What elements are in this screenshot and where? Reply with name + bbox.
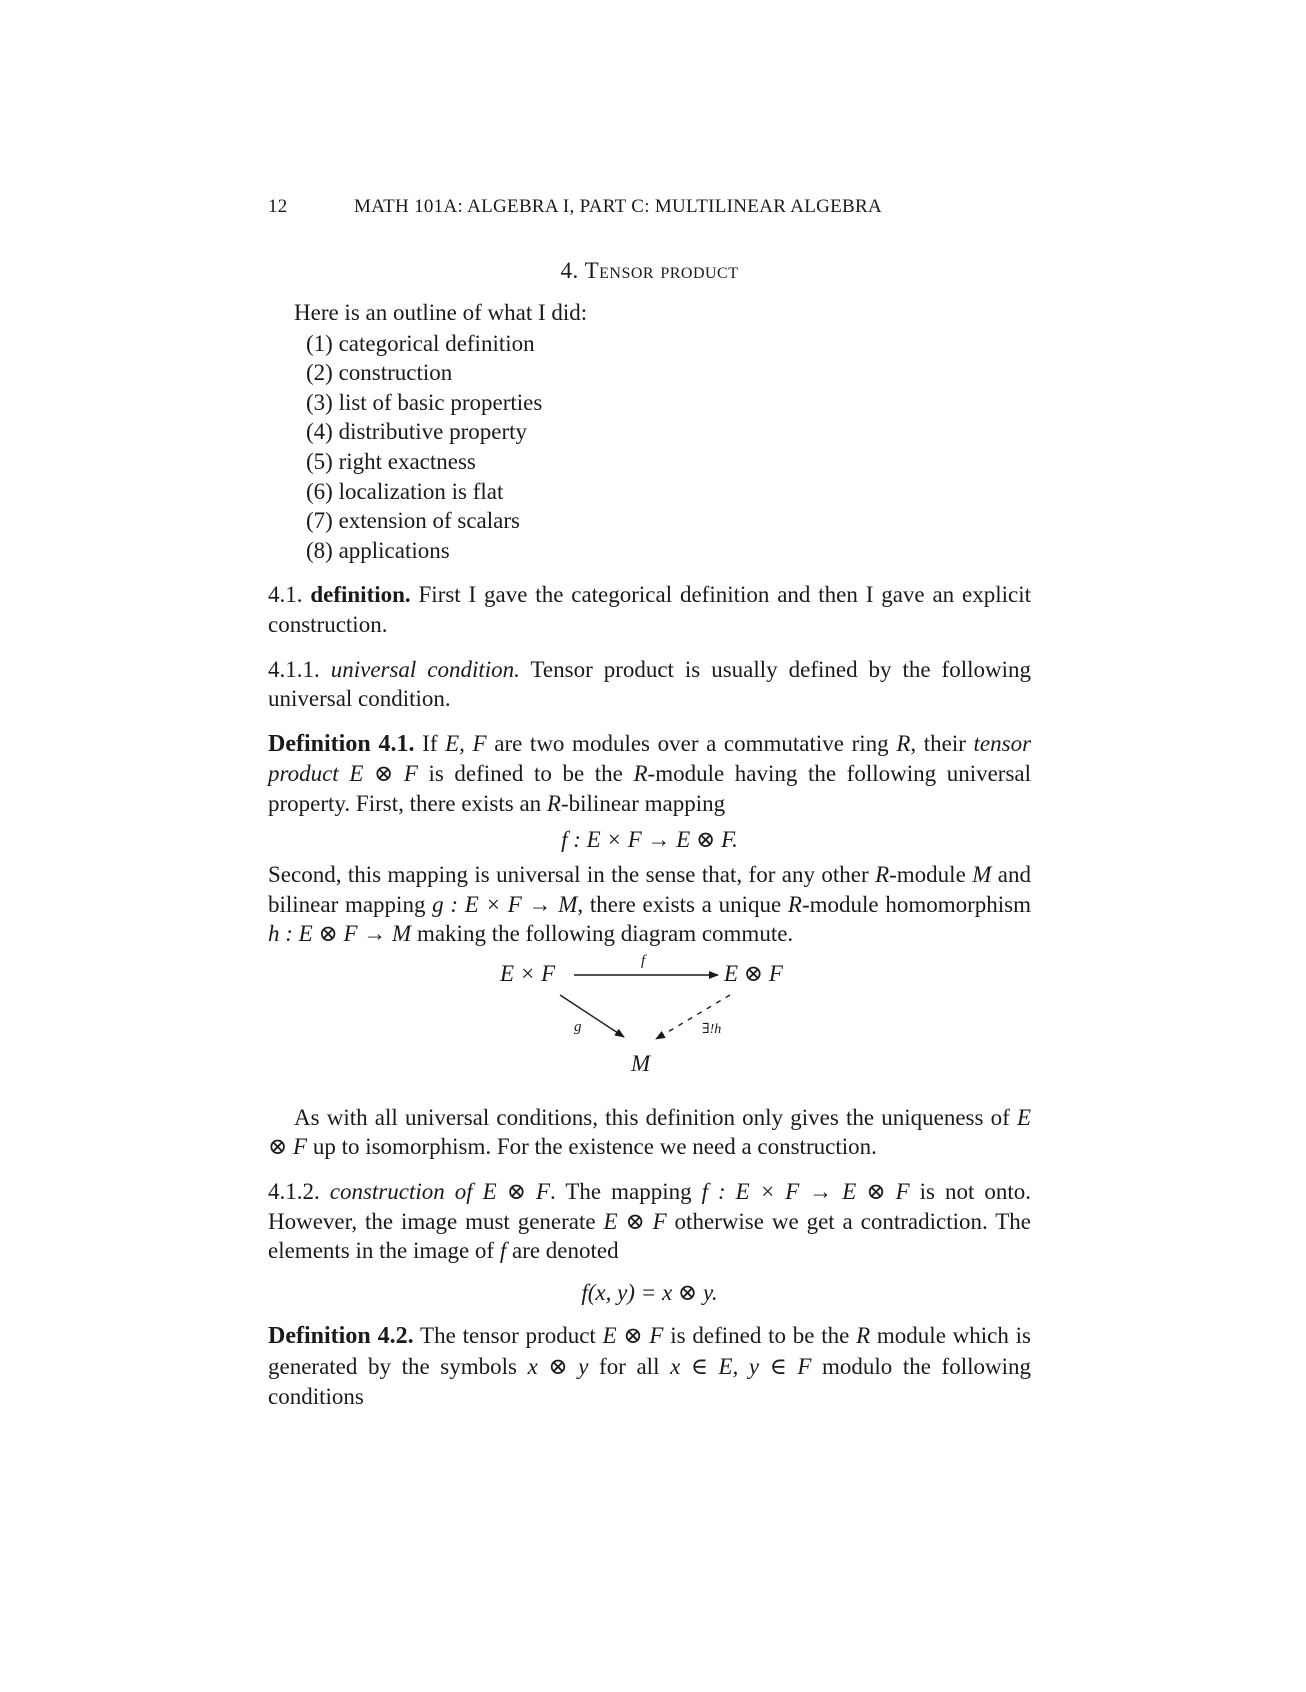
diagram-label-g: g <box>574 1018 582 1035</box>
subsubsection-number: 4.1.2. <box>268 1179 320 1205</box>
diagram-label-h: ∃!h <box>702 1021 722 1037</box>
diagram-node-bottom: M <box>631 1050 651 1076</box>
math-inline: x ⊗ y <box>527 1354 589 1380</box>
text-run: for all <box>588 1354 671 1380</box>
diagram-node-right: E ⊗ F <box>724 960 783 986</box>
math-inline: R <box>546 790 561 816</box>
definition-label: Definition 4.1. <box>268 730 415 757</box>
math-inline: R <box>875 862 890 888</box>
text-run: -module <box>889 862 973 888</box>
text-run: is not onto. However, the image must generate <box>268 1179 1032 1234</box>
math-inline: E, F <box>445 730 487 756</box>
list-item: (3) list of basic properties <box>306 389 543 415</box>
page-number: 12 <box>268 196 288 217</box>
math-inline: E ⊗ F <box>349 761 418 787</box>
list-item: (2) construction <box>306 360 453 386</box>
math-inline: g : E × F → M <box>432 891 578 917</box>
text-run: Second, this mapping is universal in the sense that, for any other <box>268 862 876 888</box>
definition-label: Definition 4.2. <box>268 1323 414 1350</box>
list-item: (7) extension of scalars <box>306 508 520 534</box>
text-run: If <box>422 730 446 756</box>
text-run: , their <box>910 730 974 756</box>
text-run: otherwise we get a contradiction. The elements in the image of <box>268 1208 1031 1264</box>
math-inline: h : E ⊗ F → M <box>268 921 412 947</box>
text-run: -bilinear mapping <box>560 790 726 816</box>
math-inline: M <box>972 862 992 888</box>
math-inline: f : E × F → E ⊗ F <box>701 1179 910 1205</box>
math-inline: x ∈ E, y ∈ F <box>670 1354 812 1380</box>
list-item: (5) right exactness <box>306 448 476 474</box>
text-run: is defined to be the <box>417 761 634 787</box>
text-run: -module having the following universal property. First, there exists an <box>268 761 1032 816</box>
paragraph-text: First I gave the categorical definition and then I gave an explicit construction. <box>268 582 1031 637</box>
text-run: up to isomorphism. For the existence we need a construction. <box>307 1134 877 1160</box>
text-run: The tensor product <box>420 1323 603 1349</box>
text-run <box>339 761 350 786</box>
display-equation: f(x, y) = x ⊗ y. <box>581 1279 718 1305</box>
math-inline: R <box>787 891 802 917</box>
remark-paragraph <box>268 1103 1031 1162</box>
commutative-diagram <box>268 951 1031 1089</box>
text-run: are two modules over a commutative ring <box>486 730 897 756</box>
text-run: -module homomorphism <box>801 891 1032 917</box>
math-inline: E ⊗ F <box>603 1208 667 1234</box>
subsubsection-4-1-2: 4.1.2. construction of E ⊗ F. The mapping f : E × F → E ⊗ F is not onto. However, the image must generate E ⊗ F otherwise we get a contradiction. The elements in the image of f are denoted <box>268 1179 1032 1264</box>
text-run: module which is generated by the symbols <box>268 1323 1031 1380</box>
subsubsection-4-1-1 <box>268 655 1031 714</box>
list-item: (4) distributive property <box>306 419 528 445</box>
definition-4-2 <box>268 1321 1031 1411</box>
math-inline: E ⊗ F <box>482 1179 551 1205</box>
diagram-node-left: E × F <box>500 960 556 986</box>
diagram-arrow-g <box>560 995 624 1037</box>
definition-4-1-continued <box>268 860 1031 949</box>
display-equation: f : E × F → E ⊗ F. <box>561 826 738 852</box>
subsubsection-title: universal condition. <box>330 656 520 682</box>
text-run: making the following diagram commute. <box>411 921 794 947</box>
section-title: 4. Tensor product <box>560 258 739 283</box>
math-inline: E ⊗ F <box>602 1323 664 1349</box>
page-body <box>268 256 1031 1411</box>
math-inline: R <box>856 1323 871 1349</box>
list-item: (1) categorical definition <box>306 330 535 356</box>
subsection-title: definition. <box>310 582 411 608</box>
diagram-label-f: f <box>641 952 646 969</box>
outline-list <box>268 329 1031 566</box>
subsubsection-title: construction of <box>329 1179 473 1205</box>
text-run: , there exists a unique <box>577 891 788 917</box>
outline-intro: Here is an outline of what I did: <box>294 300 588 325</box>
math-inline: R <box>633 761 648 787</box>
definition-4-1 <box>268 729 1031 819</box>
list-item: (8) applications <box>306 537 450 563</box>
paragraph-text: Tensor product is usually defined by the following universal condition. <box>268 656 1031 712</box>
text-run: modulo the following conditions <box>268 1354 1031 1409</box>
text-run: is defined to be the <box>663 1323 857 1349</box>
running-title: MATH 101A: ALGEBRA I, PART C: MULTILINEAR ALGEBRA <box>354 196 883 217</box>
math-inline: R <box>896 730 911 756</box>
list-item: (6) localization is flat <box>306 478 504 504</box>
math-inline: f <box>499 1238 507 1264</box>
subsubsection-number: 4.1.1. <box>268 656 320 682</box>
text-run: The mapping <box>565 1179 702 1205</box>
subsection-number: 4.1. <box>268 582 303 608</box>
text-run: are denoted <box>506 1238 619 1264</box>
defined-term: tensor product <box>268 730 1032 787</box>
math-inline: E ⊗ F <box>268 1104 1031 1160</box>
text-run: As with all universal conditions, this definition only gives the uniqueness of <box>294 1104 1017 1130</box>
subsection-4-1 <box>268 580 1031 639</box>
text-run: and bilinear mapping <box>268 862 1031 917</box>
